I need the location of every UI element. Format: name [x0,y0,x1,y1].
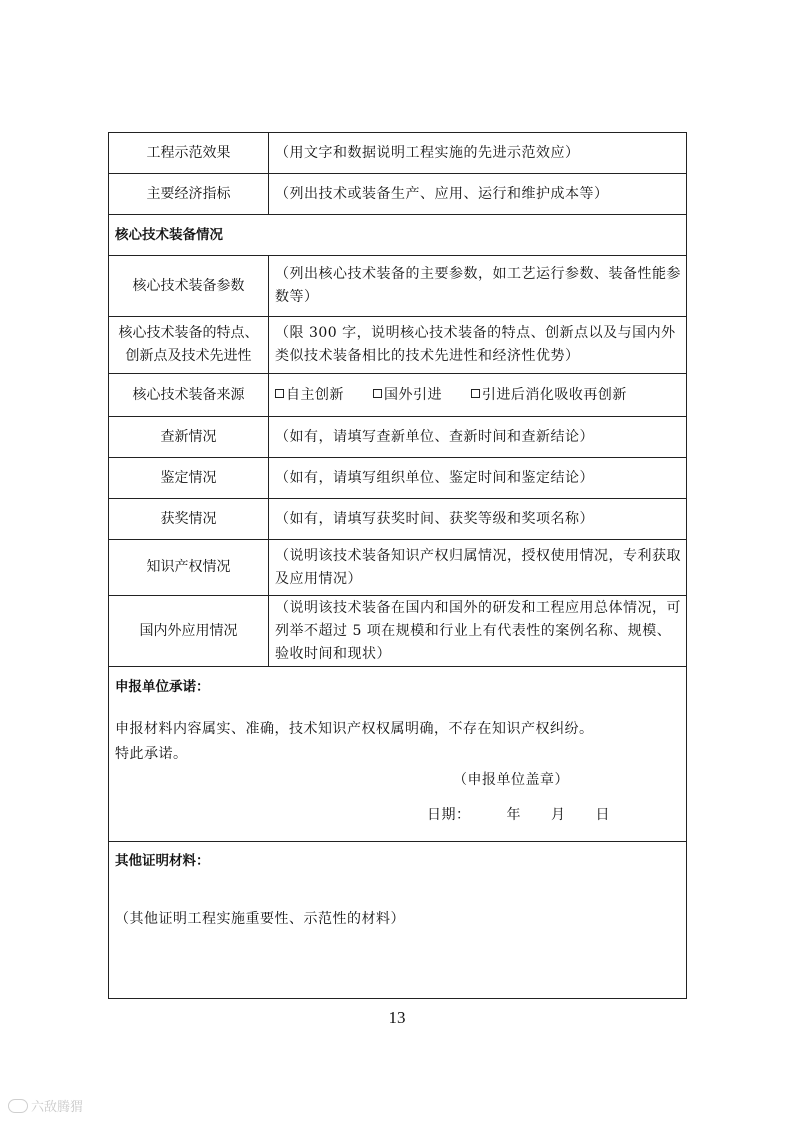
option-reinnovation[interactable] [471,387,627,403]
appraisal-label: 鉴定情况 [109,458,269,499]
row-application [109,596,687,667]
option-self-innovation-label: 自主创新 [286,386,344,403]
econ-indicators-label: 主要经济指标 [109,174,269,215]
core-section-header: 核心技术装备情况 [109,215,687,256]
page-number: 13 [388,1008,406,1027]
novelty-search-value[interactable]: （如有，请填写查新单位、查新时间和查新结论） [269,417,687,458]
row-econ-indicators [109,174,687,215]
other-materials-title: 其他证明材料： [115,853,210,869]
awards-value[interactable]: （如有，请填写获奖时间、获奖等级和奖项名称） [269,499,687,540]
checkbox-icon[interactable] [373,389,382,398]
row-core-section [109,215,687,256]
awards-label: 获奖情况 [109,499,269,540]
watermark-text: 六敌腾猬 [31,1100,84,1115]
row-core-source [109,374,687,417]
checkbox-icon[interactable] [275,389,284,398]
commitment-title: 申报单位承诺： [115,679,210,695]
core-source-options [269,374,687,417]
ip-label: 知识产权情况 [109,540,269,596]
demo-effect-label: 工程示范效果 [109,133,269,174]
ip-value[interactable]: （说明该技术装备知识产权归属情况，授权使用情况，专利获取及应用情况） [269,540,687,596]
date-year: 年 [506,807,521,823]
watermark [8,1096,83,1115]
other-materials-section [109,842,687,999]
novelty-search-label: 查新情况 [109,417,269,458]
date-line [427,804,610,827]
date-day: 日 [595,807,610,823]
watermark-logo-icon [8,1099,28,1113]
row-appraisal [109,458,687,499]
row-other-materials [109,842,687,999]
row-novelty-search [109,417,687,458]
row-core-features [109,317,687,374]
other-materials-text[interactable]: （其他证明工程实施重要性、示范性的材料） [115,911,405,927]
core-source-label: 核心技术装备来源 [109,374,269,417]
commitment-statement: 申报材料内容属实、准确，技术知识产权权属明确，不存在知识产权纠纷。 [115,721,594,737]
commitment-section [109,667,687,842]
option-self-innovation[interactable] [275,387,344,403]
core-features-label: 核心技术装备的特点、创新点及技术先进性 [109,317,269,374]
application-label: 国内外应用情况 [109,596,269,667]
row-demo-effect [109,133,687,174]
econ-indicators-value[interactable]: （列出技术或装备生产、应用、运行和维护成本等） [269,174,687,215]
row-core-params [109,256,687,317]
application-value[interactable]: （说明该技术装备在国内和国外的研发和工程应用总体情况，可列举不超过 5 项在规模和行业上有代表性的案例名称、规模、验收时间和现状） [269,596,687,667]
application-form-table [108,132,687,999]
date-month: 月 [551,807,566,823]
checkbox-icon[interactable] [471,389,480,398]
date-label: 日期： [427,807,471,823]
option-foreign-import[interactable] [373,387,442,403]
row-commitment [109,667,687,842]
core-params-label: 核心技术装备参数 [109,256,269,317]
commitment-closing: 特此承诺。 [115,746,188,762]
row-ip [109,540,687,596]
option-foreign-import-label: 国外引进 [383,386,442,403]
option-reinnovation-label: 引进后消化吸收再创新 [481,386,627,403]
core-params-value[interactable]: （列出核心技术装备的主要参数，如工艺运行参数、装备性能参数等） [269,256,687,317]
appraisal-value[interactable]: （如有，请填写组织单位、鉴定时间和鉴定结论） [269,458,687,499]
demo-effect-value[interactable]: （用文字和数据说明工程实施的先进示范效应） [269,133,687,174]
core-features-value[interactable]: （限 300 字，说明核心技术装备的特点、创新点以及与国内外类似技术装备相比的技术先进性和经济性优势） [269,317,687,374]
seal-text: （申报单位盖章） [453,772,569,788]
row-awards [109,499,687,540]
